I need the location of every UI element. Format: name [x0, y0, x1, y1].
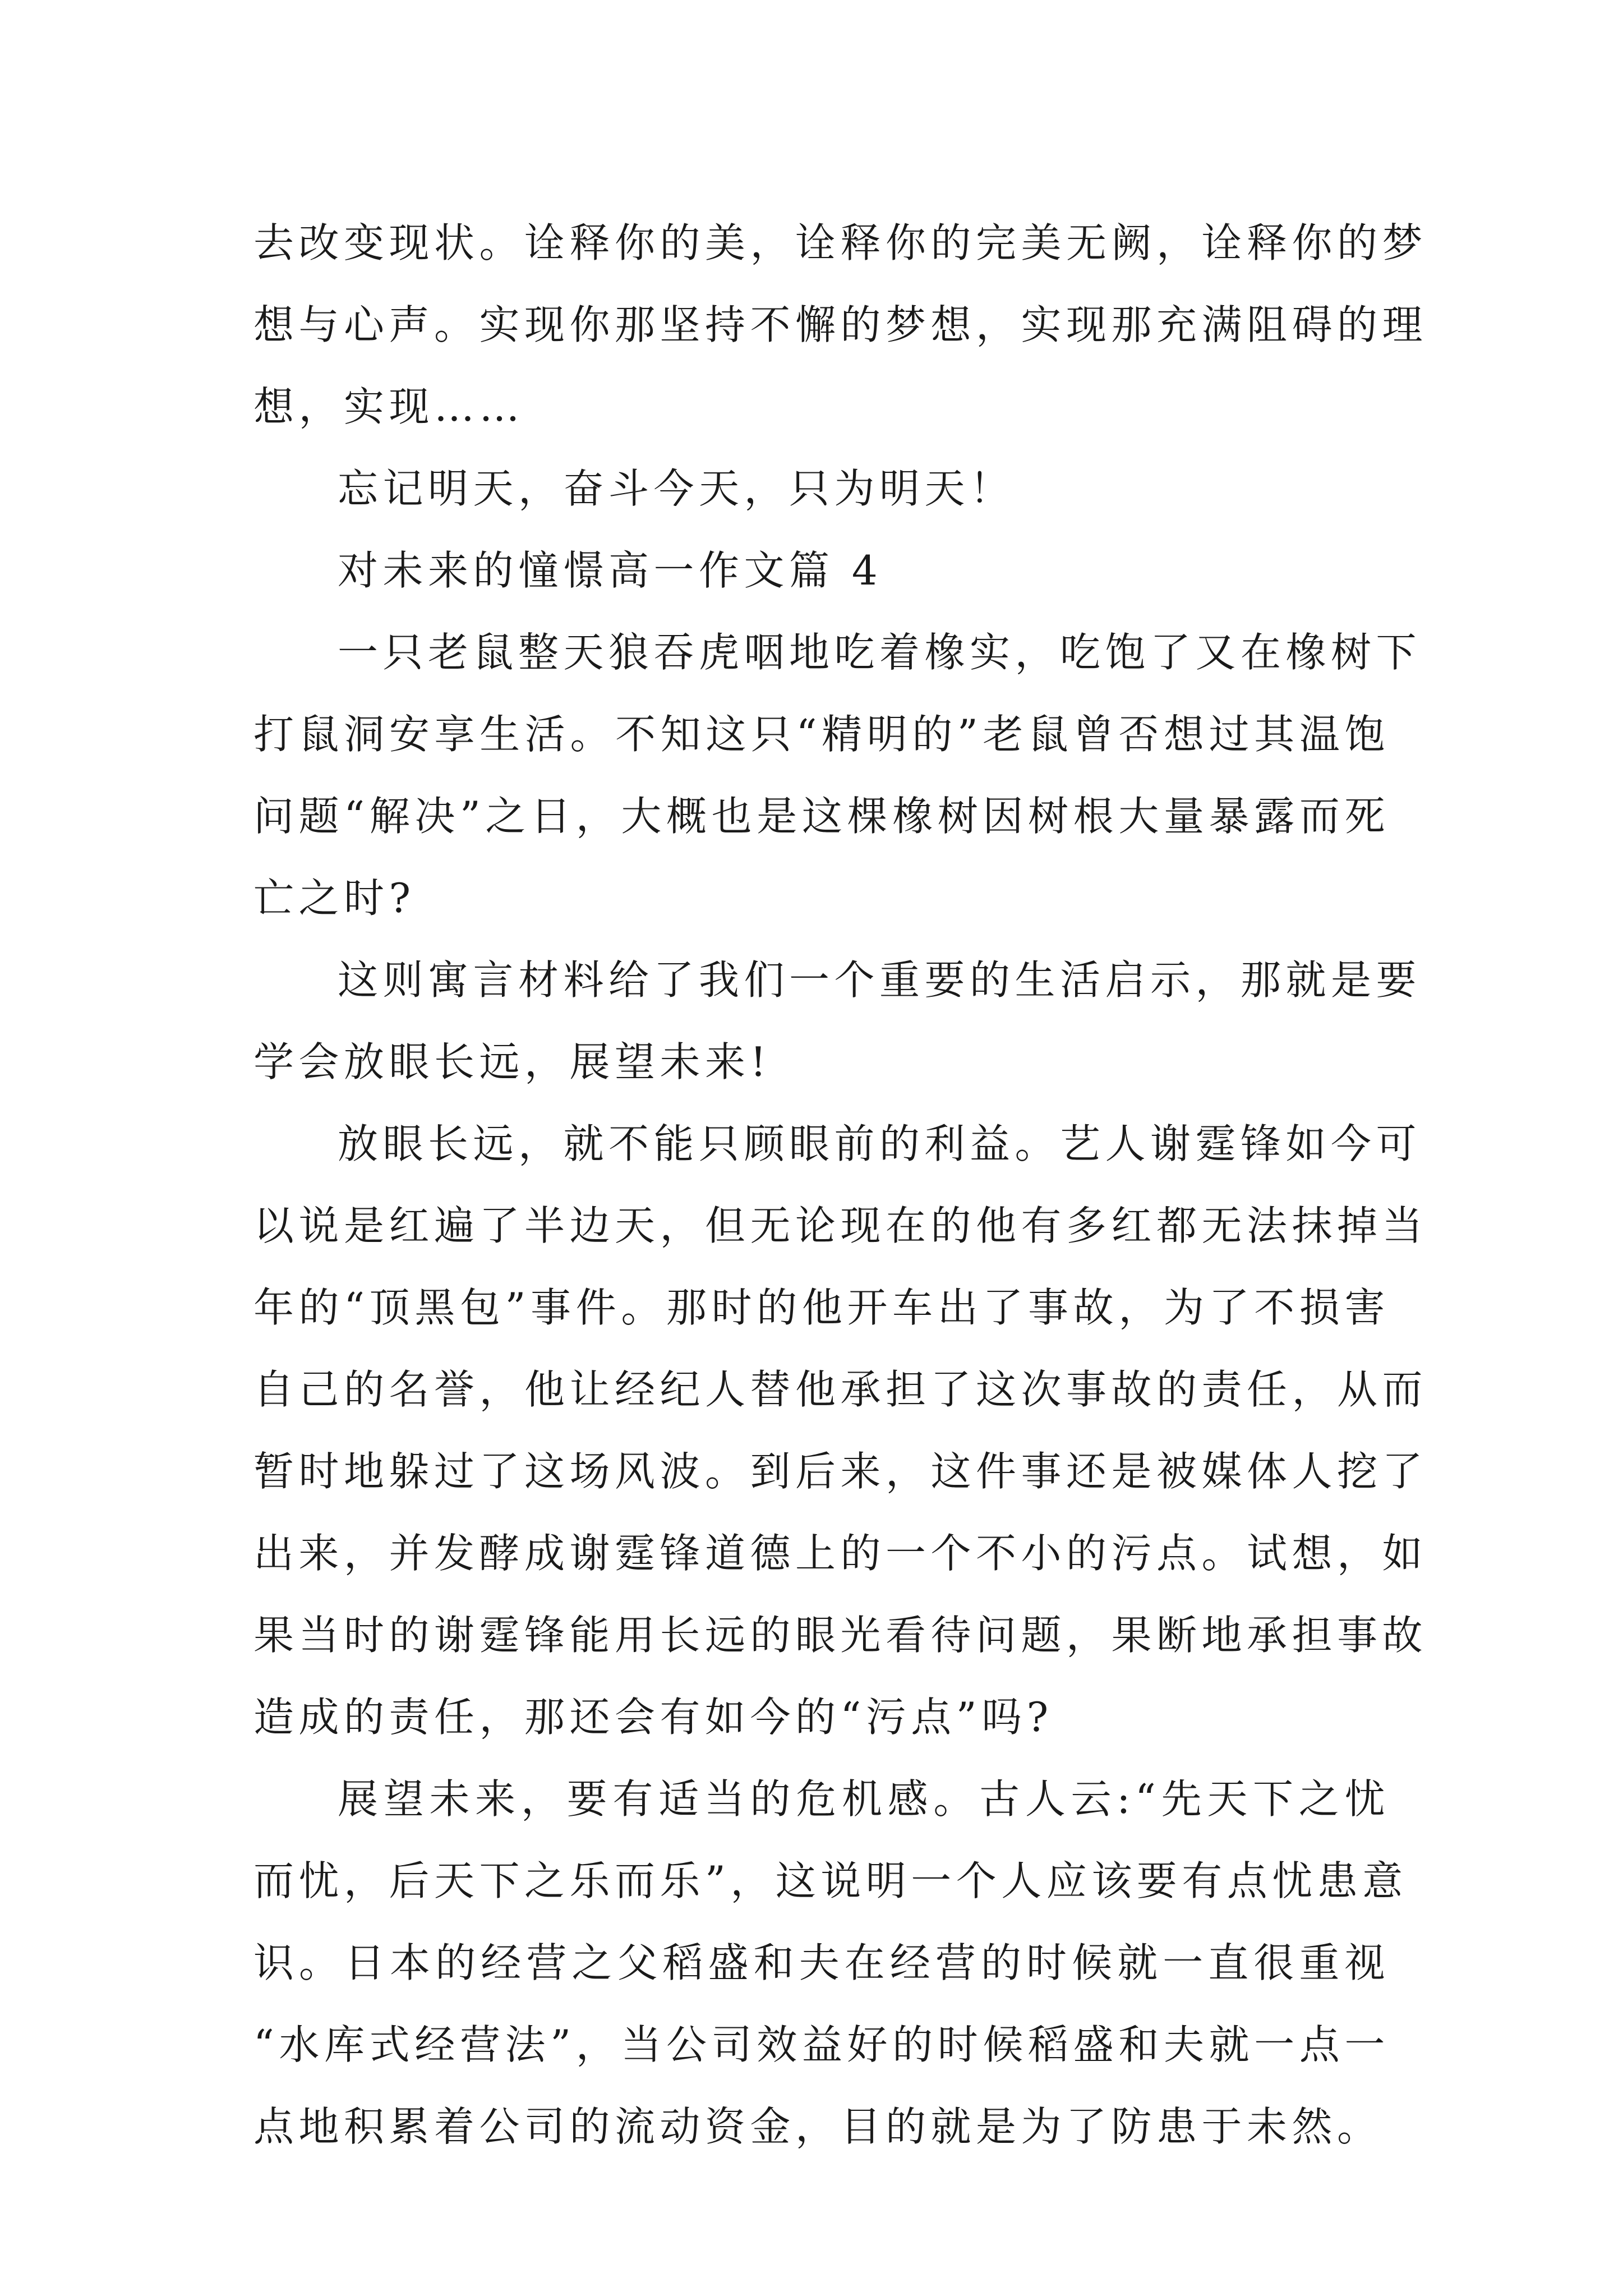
- text-line: 想，实现……: [253, 383, 525, 430]
- text-line: 年的“顶黑包”事件。那时的他开车出了事故，为了不损害: [253, 1284, 1390, 1331]
- text-line: 打鼠洞安享生活。不知这只“精明的”老鼠曾否想过其温饱: [253, 711, 1390, 758]
- text-line: 一只老鼠整天狼吞虎咽地吃着橡实，吃饱了又在橡树下: [338, 629, 1422, 676]
- text-line: 果当时的谢霆锋能用长远的眼光看待问题，果断地承担事故: [253, 1612, 1428, 1659]
- body-text: [253, 202, 1428, 2168]
- text-line: 学会放眼长远，展望未来!: [253, 1038, 771, 1085]
- text-line: 展望未来，要有适当的危机感。古人云:“先天下之忧: [338, 1775, 1390, 1823]
- text-line: 去改变现状。诠释你的美，诠释你的完美无阙，诠释你的梦: [253, 219, 1428, 266]
- text-line: 这则寓言材料给了我们一个重要的生活启示，那就是要: [338, 956, 1422, 1004]
- text-line: 忘记明天，奋斗今天，只为明天！: [338, 465, 1015, 512]
- text-line: 想与心声。实现你那坚持不懈的梦想，实现那充满阻碍的理: [253, 301, 1428, 348]
- text-line: 出来，并发酵成谢霆锋道德上的一个不小的污点。试想，如: [253, 1530, 1428, 1577]
- text-line: 点地积累着公司的流动资金，目的就是为了防患于未然。: [253, 2103, 1382, 2150]
- text-line: 放眼长远，就不能只顾眼前的利益。艺人谢霆锋如今可: [338, 1120, 1422, 1167]
- text-line: 问题“解决”之日，大概也是这棵橡树因树根大量暴露而死: [253, 793, 1390, 840]
- text-line: “水库式经营法”，当公司效益好的时候稻盛和夫就一点一: [253, 2021, 1390, 2068]
- text-line: 自己的名誉，他让经纪人替他承担了这次事故的责任，从而: [253, 1366, 1428, 1413]
- text-line: 亡之时?: [253, 875, 416, 922]
- section-heading: 对未来的憧憬高一作文篇 4: [338, 547, 883, 594]
- text-line: 造成的责任，那还会有如今的“污点”吗?: [253, 1694, 1053, 1741]
- text-line: 暂时地躲过了这场风波。到后来，这件事还是被媒体人挖了: [253, 1448, 1428, 1495]
- text-line: 以说是红遍了半边天，但无论现在的他有多红都无法抹掉当: [253, 1202, 1428, 1249]
- text-line: 而忧，后天下之乐而乐”，这说明一个人应该要有点忧患意: [253, 1857, 1408, 1904]
- text-line: 识。日本的经营之父稻盛和夫在经营的时候就一直很重视: [253, 1939, 1390, 1986]
